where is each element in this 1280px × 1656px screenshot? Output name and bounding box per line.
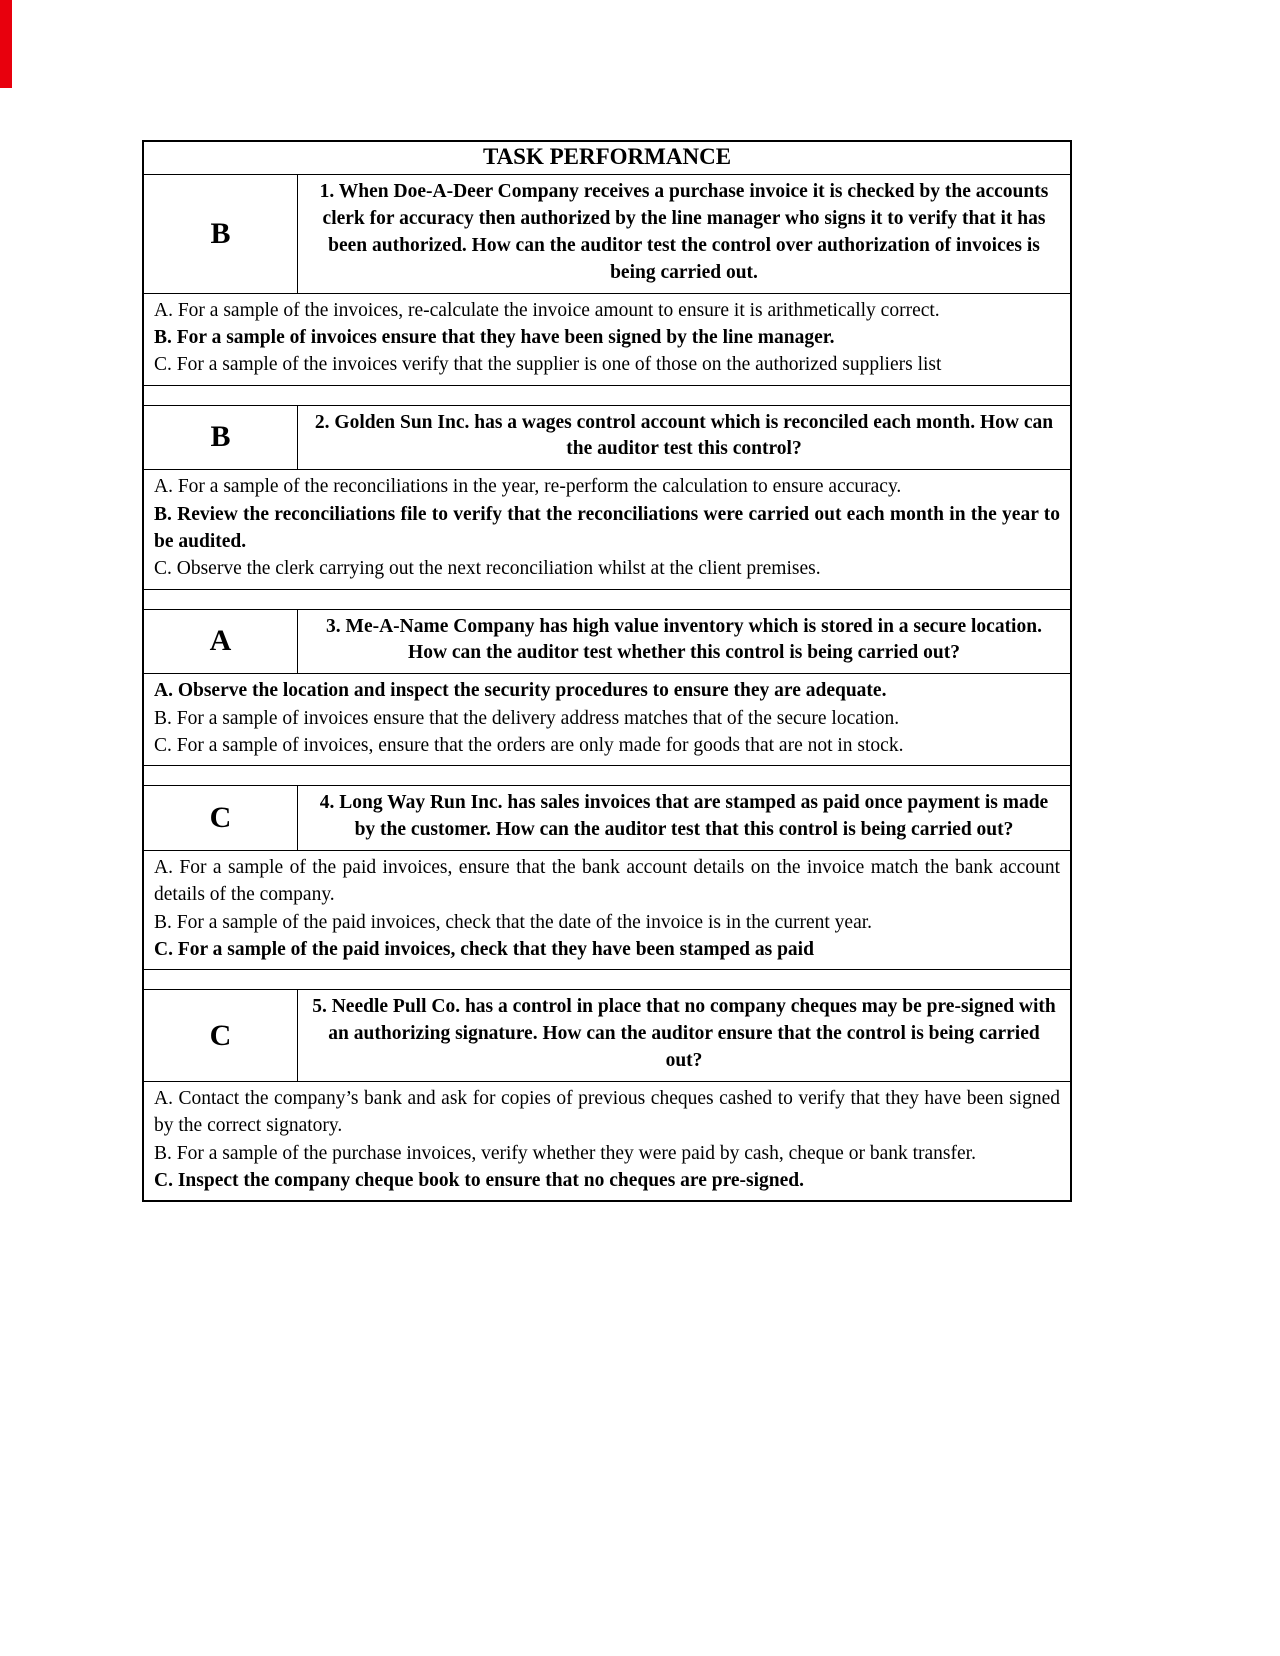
option-5-c: C. Inspect the company cheque book to ensure that no cheques are pre-signed. [154,1169,805,1191]
question-text-3: 3. Me-A-Name Company has high value inventory which is stored in a secure location. How can the auditor test whether this control is being carried out? [326,615,1042,664]
question-row-4 [144,786,1070,851]
table-title: TASK PERFORMANCE [144,142,1070,175]
answer-letter-1: B [144,175,298,293]
spacer-row-4 [144,970,1070,990]
options-row-5 [144,1082,1070,1200]
option-3-b: B. For a sample of invoices ensure that the delivery address matches that of the secure location. [154,707,900,729]
options-row-2 [144,470,1070,589]
question-row-5 [144,990,1070,1082]
answer-letter-2: B [144,406,298,470]
option-1-b: B. For a sample of invoices ensure that they have been signed by the line manager. [154,326,835,348]
spacer-row-2 [144,590,1070,610]
question-text-1: 1. When Doe-A-Deer Company receives a purchase invoice it is checked by the accounts clerk for accuracy then authorized by the line manager who signs it to verify that it has been authorized. How can the auditor test the control over authorization of invoices is being carried out. [319,181,1049,283]
options-row-4 [144,851,1070,970]
answer-letter-5: C [144,990,298,1081]
option-5-a: A. Contact the company’s bank and ask for copies of previous cheques cashed to verify that they have been signed by the correct signatory. [154,1087,1060,1137]
answer-letter-4: C [144,786,298,850]
option-3-a: A. Observe the location and inspect the security procedures to ensure they are adequate. [154,680,887,702]
task-performance-table [142,140,1072,1202]
question-text-5: 5. Needle Pull Co. has a control in place that no company cheques may be pre-signed with an authorizing signature. How can the auditor ensure that the control is being carried out? [312,996,1056,1072]
question-row-1 [144,175,1070,294]
question-row-2 [144,406,1070,471]
option-5-b: B. For a sample of the purchase invoices, verify whether they were paid by cash, cheque or bank transfer. [154,1142,976,1164]
option-1-a: A. For a sample of the invoices, re-calculate the invoice amount to ensure it is arithmetically correct. [154,299,940,321]
options-row-3 [144,674,1070,766]
spacer-row-3 [144,766,1070,786]
option-2-b: B. Review the reconciliations file to verify that the reconciliations were carried out each month in the year to be audited. [154,503,1060,552]
option-2-c: C. Observe the clerk carrying out the next reconciliation whilst at the client premises. [154,558,821,580]
option-2-a: A. For a sample of the reconciliations in the year, re-perform the calculation to ensure accuracy. [154,476,902,498]
scan-artifact-red-mark [0,0,12,88]
option-4-b: B. For a sample of the paid invoices, check that the date of the invoice is in the current year. [154,911,873,933]
answer-letter-3: A [144,610,298,674]
question-text-2: 2. Golden Sun Inc. has a wages control account which is reconciled each month. How can the auditor test this control? [314,411,1054,460]
option-4-a: A. For a sample of the paid invoices, ensure that the bank account details on the invoice match the bank account details of the company. [154,857,1060,906]
question-row-3 [144,610,1070,675]
option-3-c: C. For a sample of invoices, ensure that the orders are only made for goods that are not in stock. [154,734,904,756]
option-4-c: C. For a sample of the paid invoices, check that they have been stamped as paid [154,938,814,960]
spacer-row-1 [144,386,1070,406]
options-row-1 [144,294,1070,386]
option-1-c: C. For a sample of the invoices verify that the supplier is one of those on the authorized suppliers list [154,354,942,376]
question-text-4: 4. Long Way Run Inc. has sales invoices that are stamped as paid once payment is made by the customer. How can the auditor test that this control is being carried out? [319,792,1049,841]
